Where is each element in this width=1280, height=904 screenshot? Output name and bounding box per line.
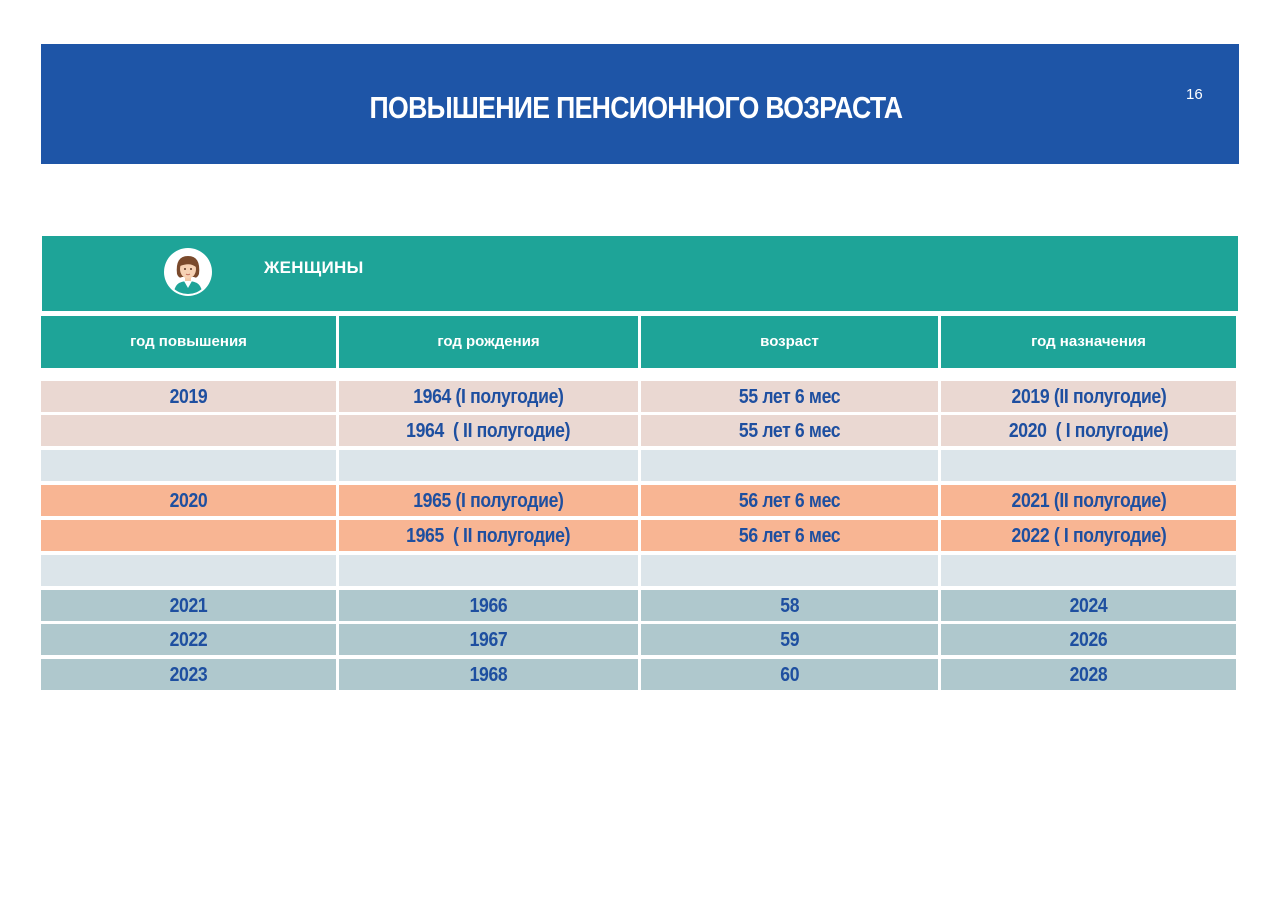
column-header-assign-year: год назначения [941, 316, 1236, 368]
cell-text: 2020 [169, 490, 208, 512]
table-cell-birth-year [339, 555, 638, 586]
table-cell-assign-year [941, 450, 1236, 481]
header-banner [41, 44, 1239, 164]
cell-text: 2020 ( I полугодие) [1008, 420, 1169, 442]
table-cell-birth-year [339, 590, 638, 621]
cell-text: 1965 (I полугодие) [413, 490, 564, 512]
table-cell-year-raise [41, 450, 336, 481]
column-header-birth-year: год рождения [339, 316, 638, 368]
table-cell-assign-year [941, 381, 1236, 412]
table-cell-assign-year [941, 415, 1236, 446]
table-cell-age [641, 659, 938, 690]
cell-text: 2023 [169, 664, 208, 686]
table-cell-age [641, 450, 938, 481]
cell-text: 1964 (I полугодие) [413, 386, 564, 408]
cell-text: 1966 [469, 595, 508, 617]
table-cell-year-raise [41, 590, 336, 621]
cell-text: 2019 (II полугодие) [1011, 386, 1166, 408]
table-cell-assign-year [941, 555, 1236, 586]
table-cell-age [641, 381, 938, 412]
cell-text: 58 [780, 595, 799, 617]
cell-text: 1967 [469, 629, 508, 651]
table-cell-age [641, 415, 938, 446]
section-bar [42, 236, 1238, 311]
table-cell-year-raise [41, 624, 336, 655]
cell-text: 2022 [169, 629, 208, 651]
cell-text: 56 лет 6 мес [738, 490, 841, 512]
table-cell-birth-year [339, 624, 638, 655]
page-title: ПОВЫШЕНИЕ ПЕНСИОННОГО ВОЗРАСТА [369, 90, 903, 125]
table-cell-assign-year [941, 624, 1236, 655]
section-title: ЖЕНЩИНЫ [264, 258, 364, 277]
cell-text: 56 лет 6 мес [738, 525, 841, 547]
table-cell-birth-year [339, 450, 638, 481]
cell-text: 1964 ( II полугодие) [406, 420, 571, 442]
column-header-year-raise: год повышения [41, 316, 336, 368]
table-cell-birth-year [339, 520, 638, 551]
table-cell-assign-year [941, 659, 1236, 690]
table-cell-birth-year [339, 415, 638, 446]
cell-text: 2021 (II полугодие) [1011, 490, 1166, 512]
page-number: 16 [1186, 86, 1203, 103]
table-cell-age [641, 555, 938, 586]
cell-text: 55 лет 6 мес [738, 386, 841, 408]
cell-text: 2028 [1069, 664, 1108, 686]
cell-text: 60 [780, 664, 799, 686]
table-cell-assign-year [941, 590, 1236, 621]
table-cell-age [641, 624, 938, 655]
cell-text: 59 [780, 629, 799, 651]
table-cell-age [641, 485, 938, 516]
table-cell-year-raise [41, 555, 336, 586]
table-cell-year-raise [41, 659, 336, 690]
table-cell-year-raise [41, 485, 336, 516]
cell-text: 2022 ( I полугодие) [1011, 525, 1166, 547]
cell-text: 2021 [169, 595, 208, 617]
cell-text: 2019 [169, 386, 208, 408]
table-cell-birth-year [339, 485, 638, 516]
table-cell-assign-year [941, 485, 1236, 516]
cell-text: 2026 [1069, 629, 1108, 651]
table-cell-year-raise [41, 520, 336, 551]
table-cell-year-raise [41, 415, 336, 446]
table-cell-birth-year [339, 381, 638, 412]
cell-text: 1965 ( II полугодие) [406, 525, 571, 547]
table-cell-assign-year [941, 520, 1236, 551]
woman-avatar-icon [164, 248, 212, 296]
column-header-age: возраст [641, 316, 938, 368]
table-cell-age [641, 520, 938, 551]
cell-text: 1968 [469, 664, 508, 686]
cell-text: 2024 [1069, 595, 1108, 617]
table-cell-year-raise [41, 381, 336, 412]
table-cell-birth-year [339, 659, 638, 690]
cell-text: 55 лет 6 мес [738, 420, 841, 442]
table-cell-age [641, 590, 938, 621]
